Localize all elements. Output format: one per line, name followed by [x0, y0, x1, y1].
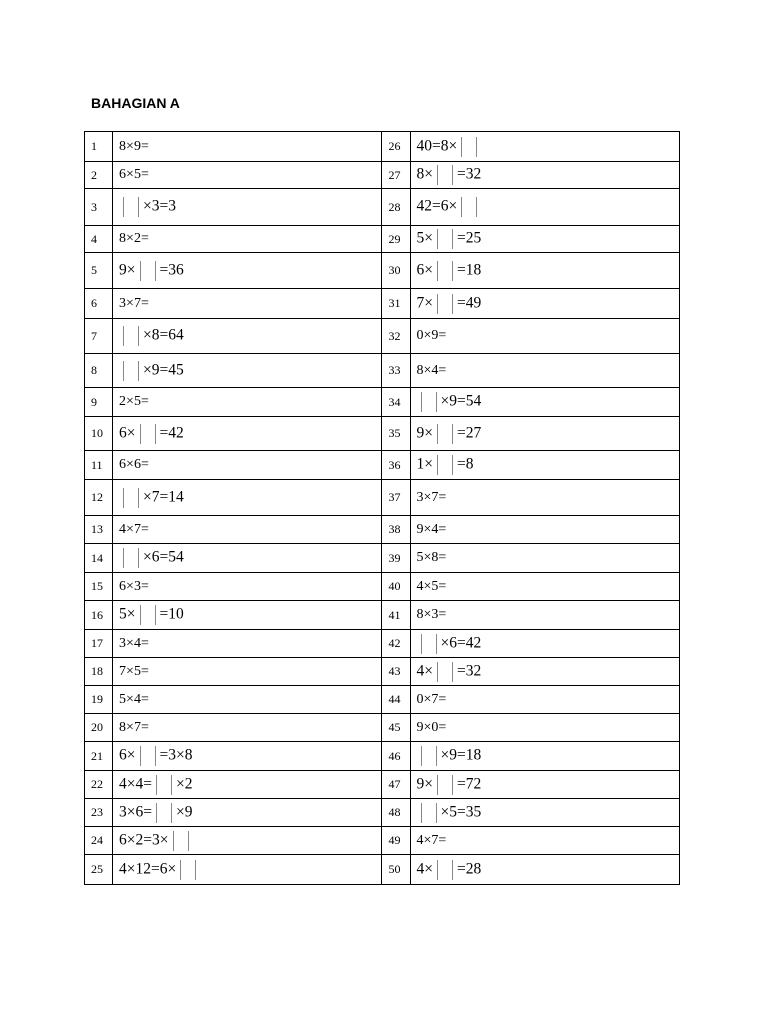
expression-text: ×8=64	[143, 326, 184, 344]
expression-text: 6×6=	[119, 457, 149, 472]
question-row	[85, 658, 680, 686]
answer-box[interactable]	[173, 831, 189, 851]
expression-text: 0×7=	[416, 691, 447, 707]
answer-box[interactable]	[123, 197, 139, 217]
answer-box[interactable]	[421, 634, 437, 654]
question-row	[85, 799, 680, 827]
question-number: 14	[85, 544, 113, 573]
answer-box[interactable]	[421, 392, 437, 412]
expression-text: 6×5=	[119, 167, 149, 182]
expression-text: 40=8×	[416, 137, 458, 155]
expression-text: 3×4=	[119, 635, 149, 651]
question-number: 42	[382, 630, 410, 658]
question-number: 50	[382, 855, 410, 885]
question-number: 45	[382, 714, 410, 742]
question-expression	[113, 354, 382, 388]
expression-text: 4×5=	[416, 578, 447, 594]
expression-text: 1×	[416, 455, 434, 473]
question-row	[85, 162, 680, 189]
question-number: 19	[85, 686, 113, 714]
answer-box[interactable]	[123, 326, 139, 346]
question-expression	[113, 480, 382, 516]
question-number: 2	[85, 162, 113, 189]
question-number: 8	[85, 354, 113, 388]
expression-text: =8	[457, 455, 474, 473]
question-row	[85, 189, 680, 226]
question-expression	[113, 658, 382, 686]
question-expression	[410, 289, 679, 319]
question-expression	[113, 417, 382, 451]
question-row	[85, 742, 680, 771]
question-row	[85, 544, 680, 573]
question-number: 3	[85, 189, 113, 226]
question-expression	[410, 827, 679, 855]
expression-text: 5×8=	[416, 550, 447, 565]
expression-text: 5×	[119, 605, 136, 623]
question-number: 1	[85, 132, 113, 162]
question-expression	[410, 658, 679, 686]
answer-box[interactable]	[437, 455, 453, 475]
question-expression	[410, 480, 679, 516]
answer-box[interactable]	[123, 548, 139, 568]
answer-box[interactable]	[140, 746, 156, 766]
question-number: 15	[85, 573, 113, 601]
answer-box[interactable]	[156, 775, 172, 795]
question-row	[85, 827, 680, 855]
question-expression	[410, 189, 679, 226]
answer-box[interactable]	[140, 605, 156, 625]
question-number: 20	[85, 714, 113, 742]
expression-text: =42	[159, 424, 184, 442]
question-row	[85, 573, 680, 601]
worksheet-body	[85, 132, 680, 885]
question-number: 11	[85, 451, 113, 480]
question-expression	[113, 226, 382, 253]
question-row	[85, 451, 680, 480]
question-expression	[113, 319, 382, 354]
expression-text: 2×5=	[119, 394, 149, 409]
expression-text: 9×	[416, 775, 434, 793]
expression-text: 42=6×	[416, 197, 458, 215]
expression-text: 9×4=	[416, 521, 447, 537]
expression-text: =49	[457, 294, 482, 312]
question-expression	[113, 686, 382, 714]
question-number: 43	[382, 658, 410, 686]
question-number: 26	[382, 132, 410, 162]
question-number: 30	[382, 253, 410, 289]
answer-box[interactable]	[437, 860, 453, 880]
question-expression	[410, 799, 679, 827]
question-expression	[410, 771, 679, 799]
question-expression	[410, 742, 679, 771]
expression-text: =18	[457, 261, 482, 279]
answer-box[interactable]	[123, 361, 139, 381]
expression-text: 4×4=	[119, 775, 153, 793]
question-number: 29	[382, 226, 410, 253]
question-number: 12	[85, 480, 113, 516]
question-number: 48	[382, 799, 410, 827]
question-expression	[113, 162, 382, 189]
answer-box[interactable]	[180, 860, 196, 880]
expression-text: 8×4=	[416, 362, 447, 378]
expression-text: ×5=35	[440, 803, 482, 821]
question-number: 36	[382, 451, 410, 480]
expression-text: 3×7=	[416, 489, 447, 505]
question-row	[85, 226, 680, 253]
expression-text: 7×5=	[119, 663, 149, 679]
question-row	[85, 630, 680, 658]
answer-box[interactable]	[437, 775, 453, 795]
question-row	[85, 771, 680, 799]
expression-text: 6×	[416, 261, 434, 279]
question-expression	[410, 855, 679, 885]
expression-text: 5×4=	[119, 691, 149, 707]
question-expression	[410, 544, 679, 573]
question-row	[85, 319, 680, 354]
answer-box[interactable]	[437, 294, 453, 314]
question-row	[85, 480, 680, 516]
question-expression	[410, 417, 679, 451]
answer-box[interactable]	[461, 137, 477, 157]
question-expression	[113, 827, 382, 855]
question-number: 24	[85, 827, 113, 855]
expression-text: ×9=18	[440, 746, 482, 764]
question-number: 10	[85, 417, 113, 451]
question-expression	[410, 253, 679, 289]
question-number: 9	[85, 388, 113, 417]
answer-box[interactable]	[461, 197, 477, 217]
expression-text: =32	[457, 165, 482, 183]
answer-box[interactable]	[421, 746, 437, 766]
expression-text: 8×2=	[119, 231, 149, 246]
answer-box[interactable]	[437, 261, 453, 281]
expression-text: 8×	[416, 165, 434, 183]
question-expression	[410, 319, 679, 354]
question-expression	[410, 226, 679, 253]
question-number: 28	[382, 189, 410, 226]
question-row	[85, 686, 680, 714]
question-expression	[113, 451, 382, 480]
question-number: 38	[382, 516, 410, 544]
question-number: 27	[382, 162, 410, 189]
question-row	[85, 714, 680, 742]
question-expression	[113, 132, 382, 162]
question-expression	[410, 451, 679, 480]
question-number: 34	[382, 388, 410, 417]
question-expression	[113, 516, 382, 544]
question-number: 21	[85, 742, 113, 771]
expression-text: 4×	[416, 860, 434, 878]
question-number: 37	[382, 480, 410, 516]
expression-text: =32	[457, 662, 482, 680]
expression-text: ×9=54	[440, 392, 482, 410]
expression-text: =3×8	[159, 746, 193, 764]
question-expression	[113, 714, 382, 742]
expression-text: 9×0=	[416, 719, 447, 735]
question-row	[85, 516, 680, 544]
expression-text: ×7=14	[143, 488, 184, 506]
expression-text: ×6=54	[143, 548, 184, 566]
expression-text: =36	[159, 261, 184, 279]
question-expression	[410, 714, 679, 742]
question-number: 17	[85, 630, 113, 658]
question-row	[85, 855, 680, 885]
expression-text: 6×3=	[119, 578, 149, 594]
expression-text: 8×7=	[119, 719, 149, 735]
expression-text: 6×	[119, 424, 136, 442]
question-number: 35	[382, 417, 410, 451]
expression-text: ×3=3	[143, 197, 177, 215]
expression-text: 4×7=	[416, 832, 447, 848]
question-number: 33	[382, 354, 410, 388]
question-expression	[410, 630, 679, 658]
question-row	[85, 354, 680, 388]
answer-box[interactable]	[140, 261, 156, 281]
expression-text: 6×	[119, 746, 136, 764]
section-heading: BAHAGIAN A	[91, 95, 180, 111]
answer-box[interactable]	[437, 229, 453, 249]
answer-box[interactable]	[421, 803, 437, 823]
question-row	[85, 388, 680, 417]
expression-text: 7×	[416, 294, 434, 312]
answer-box[interactable]	[140, 424, 156, 444]
question-row	[85, 289, 680, 319]
answer-box[interactable]	[123, 488, 139, 508]
question-expression	[113, 771, 382, 799]
question-expression	[113, 630, 382, 658]
question-number: 49	[382, 827, 410, 855]
expression-text: =27	[457, 424, 482, 442]
question-number: 40	[382, 573, 410, 601]
expression-text: =10	[159, 605, 184, 623]
question-expression	[113, 799, 382, 827]
expression-text: 6×2=3×	[119, 831, 169, 849]
question-expression	[410, 162, 679, 189]
question-number: 47	[382, 771, 410, 799]
expression-text: 8×3=	[416, 607, 447, 622]
expression-text: 3×7=	[119, 295, 149, 311]
expression-text: 9×	[119, 261, 136, 279]
question-number: 41	[382, 601, 410, 630]
question-number: 4	[85, 226, 113, 253]
question-expression	[113, 189, 382, 226]
expression-text: =72	[457, 775, 482, 793]
question-number: 46	[382, 742, 410, 771]
question-row	[85, 601, 680, 630]
answer-box[interactable]	[437, 165, 453, 185]
question-expression	[113, 289, 382, 319]
question-expression	[410, 686, 679, 714]
question-expression	[410, 388, 679, 417]
question-number: 44	[382, 686, 410, 714]
question-number: 5	[85, 253, 113, 289]
question-expression	[113, 855, 382, 885]
question-expression	[113, 544, 382, 573]
question-number: 22	[85, 771, 113, 799]
expression-text: ×9	[176, 803, 193, 821]
expression-text: 4×12=6×	[119, 860, 177, 878]
answer-box[interactable]	[437, 424, 453, 444]
question-expression	[113, 573, 382, 601]
question-number: 16	[85, 601, 113, 630]
expression-text: 3×6=	[119, 803, 153, 821]
question-number: 32	[382, 319, 410, 354]
question-expression	[410, 132, 679, 162]
multiplication-worksheet-table	[84, 131, 680, 885]
answer-box[interactable]	[437, 662, 453, 682]
expression-text: 4×7=	[119, 521, 149, 537]
expression-text: 9×	[416, 424, 434, 442]
question-number: 23	[85, 799, 113, 827]
question-number: 13	[85, 516, 113, 544]
question-expression	[113, 742, 382, 771]
question-number: 7	[85, 319, 113, 354]
question-expression	[410, 354, 679, 388]
expression-text: 5×	[416, 229, 434, 247]
question-row	[85, 253, 680, 289]
question-expression	[410, 573, 679, 601]
expression-text: 8×9=	[119, 138, 149, 154]
question-number: 25	[85, 855, 113, 885]
expression-text: 4×	[416, 662, 434, 680]
question-number: 31	[382, 289, 410, 319]
expression-text: =28	[457, 860, 482, 878]
question-row	[85, 417, 680, 451]
expression-text: ×9=45	[143, 361, 184, 379]
expression-text: ×2	[176, 775, 193, 793]
question-expression	[113, 601, 382, 630]
question-number: 39	[382, 544, 410, 573]
expression-text: 0×9=	[416, 328, 447, 343]
question-number: 6	[85, 289, 113, 319]
question-number: 18	[85, 658, 113, 686]
expression-text: ×6=42	[440, 634, 482, 652]
expression-text: =25	[457, 229, 482, 247]
question-expression	[410, 516, 679, 544]
question-expression	[410, 601, 679, 630]
question-expression	[113, 388, 382, 417]
question-row	[85, 132, 680, 162]
question-expression	[113, 253, 382, 289]
answer-box[interactable]	[156, 803, 172, 823]
